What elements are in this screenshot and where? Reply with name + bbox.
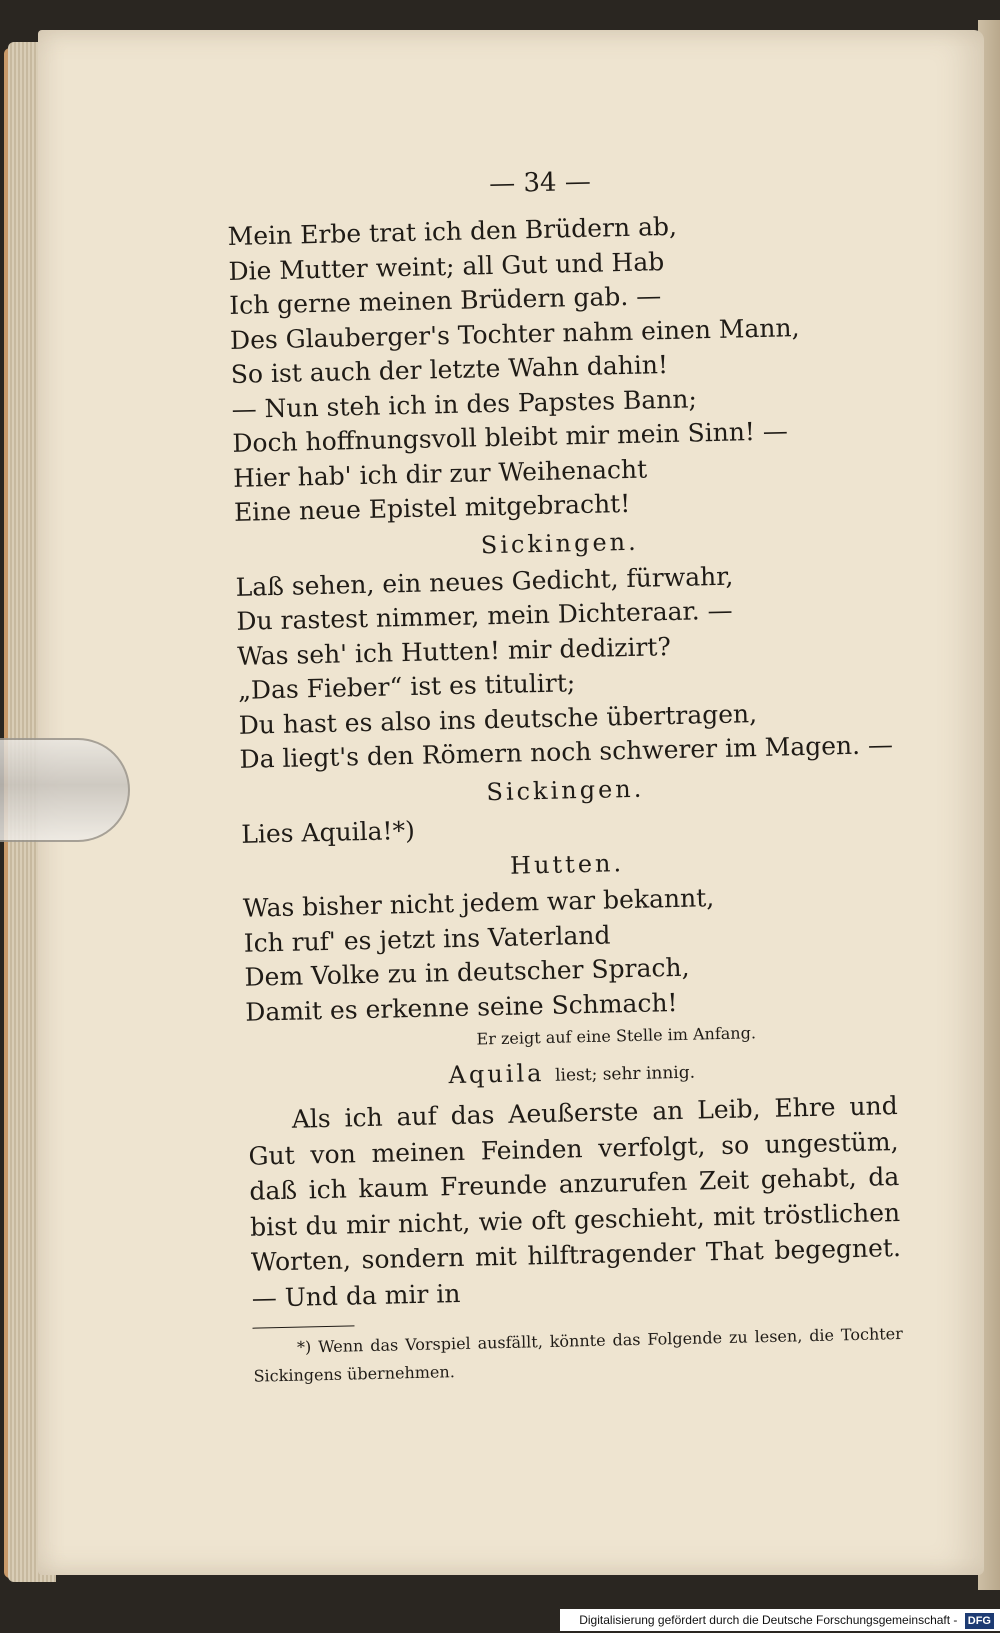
- digitization-credit-bar: [560, 1609, 1000, 1631]
- verse-line: Des Glauberger's Tochter nahm einen Mann,: [229, 312, 800, 355]
- verse-block-4: [243, 877, 896, 1030]
- verse-line: Was bisher nicht jedem war bekannt,: [242, 883, 715, 923]
- prose-paragraph: Als ich auf das Aeußerste an Leib, Ehre und Gut von meinen Feinden verfolgt, so ungestüm, daß ich kaum Freunde anzurufen Zeit gehabt, da bist du mir nicht, wie oft geschieht, mit tröstlichen Worten, sondern mit hilftragender That begegnet. — Und da mir in: [248, 1091, 902, 1313]
- speaker-aquila-direction: liest; sehr innig.: [554, 1062, 696, 1086]
- page-number: — 34 —: [488, 166, 592, 200]
- speaker-sickingen-2: Sickingen.: [486, 774, 645, 806]
- prose-block: [247, 1088, 902, 1316]
- verse-line: Eine neue Epistel mitgebracht!: [233, 488, 631, 527]
- verse-line: Dem Volke zu in deutscher Sprach,: [244, 952, 690, 992]
- speaker-aquila-name: Aquila: [448, 1059, 545, 1090]
- verse-line: Lies Aquila!*): [240, 815, 416, 849]
- page-clip: [0, 738, 130, 842]
- verse-line: Damit es erkenne seine Schmach!: [245, 987, 678, 1027]
- verse-line: Mein Erbe trat ich den Brüdern ab,: [227, 211, 678, 251]
- footnote-rule: [252, 1325, 354, 1328]
- stage-direction: Er zeigt auf eine Stelle im Anfang.: [476, 1023, 757, 1049]
- verse-block-2: [235, 556, 894, 778]
- speaker-hutten: Hutten.: [509, 849, 625, 880]
- verse-line: Du rastest nimmer, mein Dichteraar. —: [236, 595, 733, 636]
- footnote: *) Wenn das Vorspiel ausfällt, könnte das Folgende zu lesen, die Tochter Sickingens übernehmen.: [253, 1323, 904, 1386]
- page-text: [226, 145, 904, 1390]
- dfg-logo: DFG: [965, 1613, 994, 1629]
- verse-line: Die Mutter weint; all Gut und Hab: [228, 246, 665, 286]
- verse-line: — Nun steh ich in des Papstes Bann;: [231, 383, 698, 424]
- verse-line: Du hast es also ins deutsche übertragen,: [238, 698, 758, 740]
- verse-block-1: [227, 205, 884, 530]
- verse-line: So ist auch der letzte Wahn dahin!: [230, 350, 669, 389]
- verse-line: Was seh' ich Hutten! mir dedizirt?: [236, 631, 672, 671]
- speaker-sickingen: Sickingen.: [480, 527, 640, 559]
- verse-line: Doch hoffnungsvoll bleibt mir mein Sinn! —: [232, 416, 789, 458]
- verse-line: Hier hab' ich dir zur Weihenacht: [232, 454, 648, 493]
- verse-line: Ich ruf' es jetzt ins Vaterland: [243, 919, 611, 958]
- digitization-credit: Digitalisierung gefördert durch die Deutsche Forschungsgemeinschaft -: [579, 1613, 958, 1627]
- verse-line: Ich gerne meinen Brüdern gab. —: [228, 281, 662, 320]
- verse-line: „Das Fieber“ ist es titulirt;: [237, 668, 576, 705]
- verse-line: Laß sehen, ein neues Gedicht, fürwahr,: [235, 561, 734, 602]
- verse-line: Da liegt's den Römern noch schwerer im Magen. —: [239, 730, 894, 774]
